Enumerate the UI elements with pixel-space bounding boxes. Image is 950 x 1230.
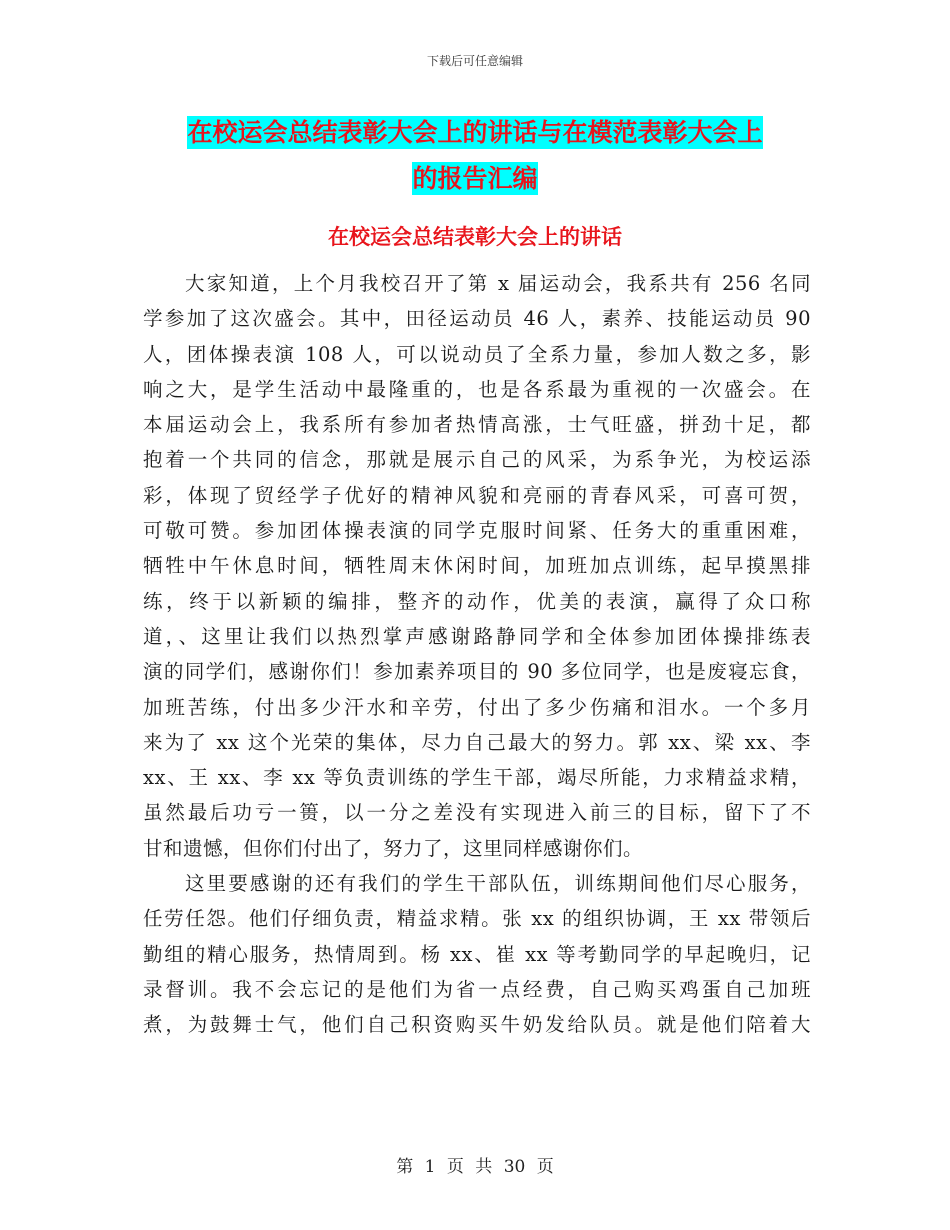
paragraph-1-line: 响之大，是学生活动中最隆重的，也是各系最为重视的一次盛会。在 <box>143 377 811 401</box>
paragraph-1-line: 演的同学们，感谢你们！参加素养项目的 90 多位同学，也是废寝忘食， <box>143 660 811 684</box>
paragraph-1-line: 彩，体现了贸经学子优好的精神风貌和亮丽的青春风采，可喜可贺， <box>143 483 811 507</box>
paragraph-1-line: 牺牲中午休息时间，牺牲周末休闲时间，加班加点训练，起早摸黑排 <box>143 554 811 578</box>
paragraph-1-line: 大家知道，上个月我校召开了第 x 届运动会，我系共有 256 名同 <box>185 272 811 295</box>
document-title-line-1: 在校运会总结表彰大会上的讲话与在模范表彰大会上 <box>187 118 763 147</box>
section-title: 在校运会总结表彰大会上的讲话 <box>328 225 622 249</box>
paragraph-1-line: 道，、这里让我们以热烈掌声感谢路静同学和全体参加团体操排练表 <box>143 624 811 648</box>
paragraph-2-line: 勤组的精心服务，热情周到。杨 xx、崔 xx 等考勤同学的早起晚归，记 <box>143 942 811 966</box>
paragraph-1-line: 加班苦练，付出多少汗水和辛劳，付出了多少伤痛和泪水。一个多月 <box>143 695 811 719</box>
paragraph-1-line: 可敬可赞。参加团体操表演的同学克服时间紧、任务大的重重困难， <box>143 519 811 543</box>
paragraph-1-line: xx、王 xx、李 xx 等负责训练的学生干部，竭尽所能，力求精益求精， <box>143 766 811 790</box>
paragraph-1-line: 人，团体操表演 108 人，可以说动员了全系力量，参加人数之多，影 <box>143 342 811 366</box>
paragraph-1-line: 虽然最后功亏一篑，以一分之差没有实现进入前三的目标，留下了不 <box>143 801 811 825</box>
page-header-note: 下载后可任意编辑 <box>426 54 523 68</box>
paragraph-1-line: 抱着一个共同的信念，那就是展示自己的风采，为系争光，为校运添 <box>143 448 811 472</box>
paragraph-1-line: 学参加了这次盛会。其中，田径运动员 46 人，素养、技能运动员 90 <box>143 307 811 331</box>
paragraph-1-line: 本届运动会上，我系所有参加者热情高涨，士气旺盛，拼劲十足，都 <box>143 413 811 437</box>
paragraph-1-line: 来为了 xx 这个光荣的集体，尽力自己最大的努力。郭 xx、梁 xx、李 <box>143 730 811 754</box>
paragraph-1-line: 甘和遗憾，但你们付出了，努力了，这里同样感谢你们。 <box>143 836 644 860</box>
paragraph-2-line: 任劳任怨。他们仔细负责，精益求精。张 xx 的组织协调，王 xx 带领后 <box>143 907 811 931</box>
page-number-footer: 第 1 页 共 30 页 <box>396 1157 554 1177</box>
body-text <box>143 266 811 1043</box>
document-title <box>0 110 950 202</box>
paragraph-1-line: 练，终于以新颖的编排，整齐的动作，优美的表演，赢得了众口称 <box>143 589 811 613</box>
paragraph-2-line: 煮，为鼓舞士气，他们自己积资购买牛奶发给队员。就是他们陪着大 <box>143 1013 811 1037</box>
paragraph-2-line: 这里要感谢的还有我们的学生干部队伍，训练期间他们尽心服务， <box>185 872 811 896</box>
paragraph-2-line: 录督训。我不会忘记的是他们为省一点经费，自己购买鸡蛋自己加班 <box>143 977 811 1001</box>
document-title-line-2: 的报告汇编 <box>412 164 538 193</box>
